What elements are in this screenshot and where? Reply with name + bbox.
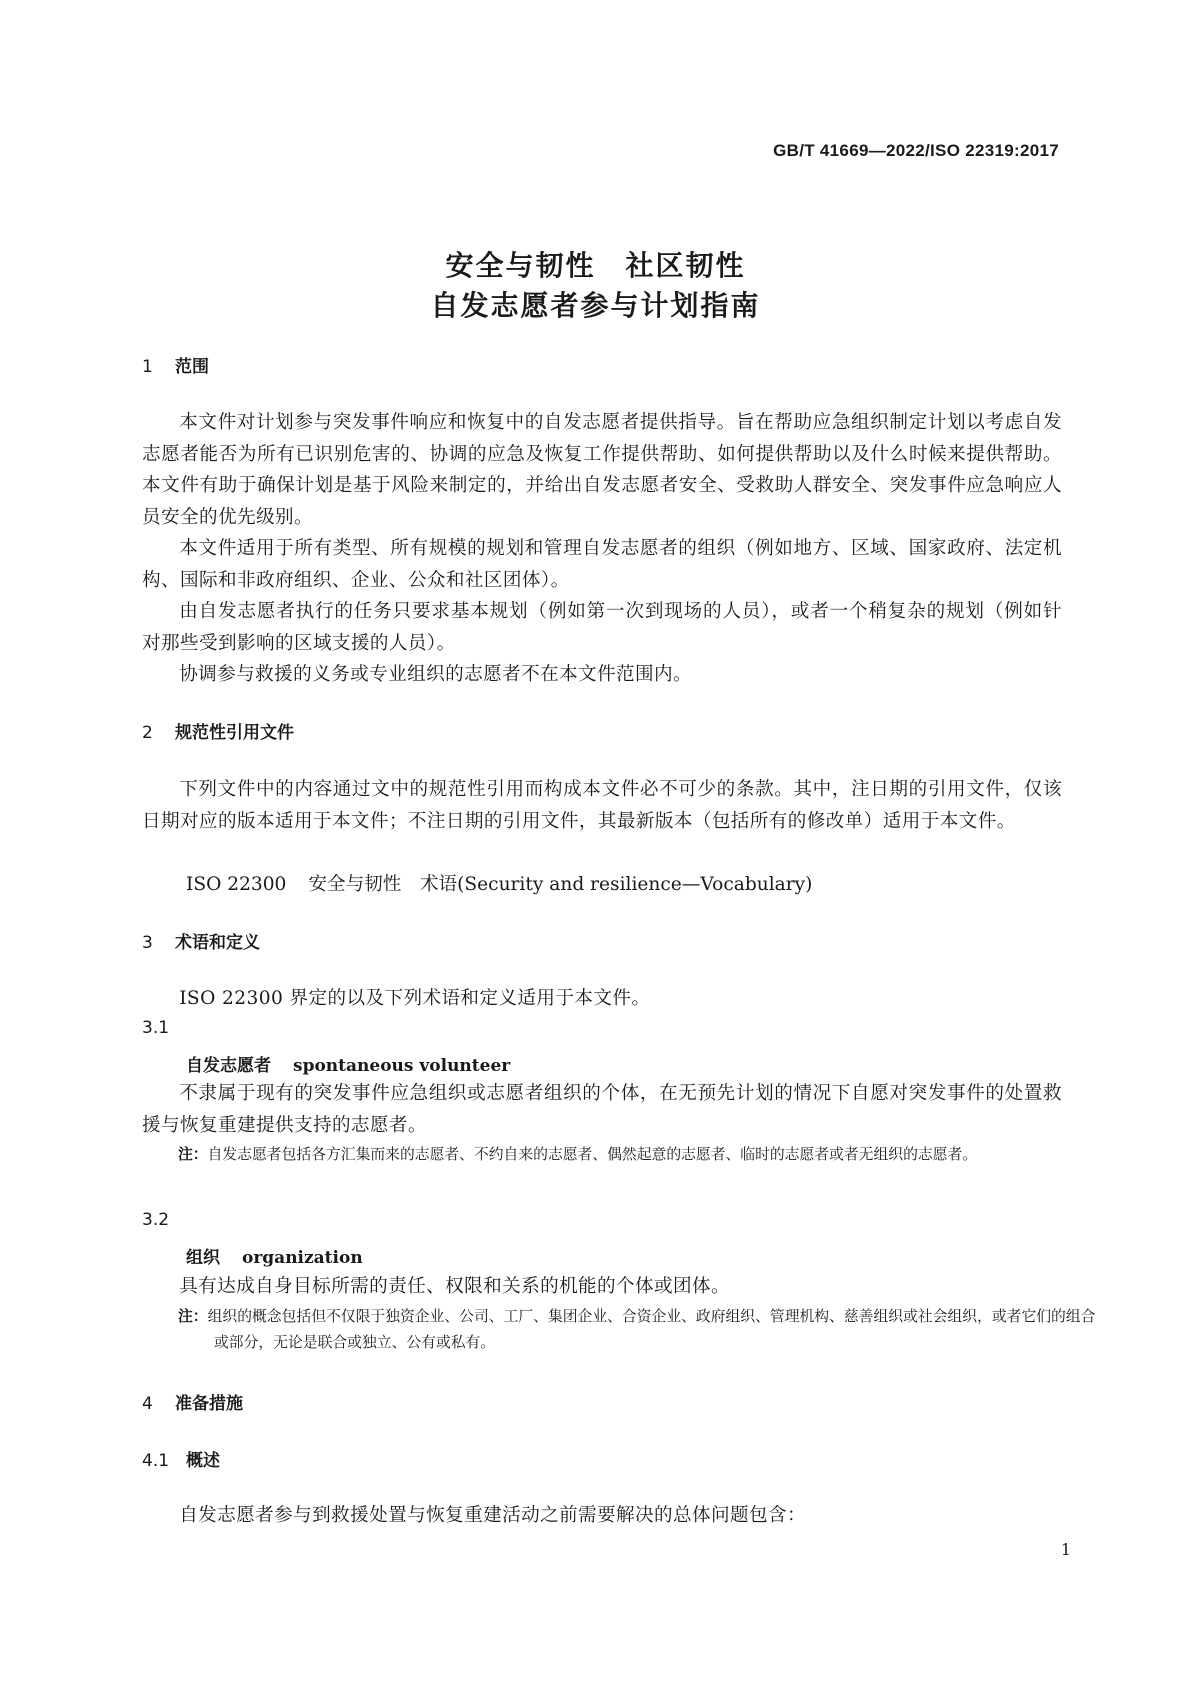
overview-paragraph: 自发志愿者参与到救援处置与恢复重建活动之前需要解决的总体问题包含：	[179, 1505, 806, 1526]
term-note	[178, 1142, 1099, 1168]
reference-entry	[186, 869, 834, 901]
scope-paragraph-1: 本文件对计划参与突发事件响应和恢复中的自发志愿者提供指导。旨在帮助应急组织制定计划以考虑自发志愿者能否为所有已识别危害的、协调的应急及恢复工作提供帮助、如何提供帮助以及什么时候来提供帮助。本文件有助于确保计划是基于风险来制定的，并给出自发志愿者安全、受救助人群安全、突发事件应急响应人员安全的优先级别。	[142, 412, 1062, 528]
section-number: 2	[142, 723, 153, 743]
section-title: 准备措施	[175, 1394, 243, 1414]
term-name-en: spontaneous volunteer	[293, 1056, 511, 1076]
note-label: 注：	[178, 1308, 208, 1325]
subsection-4-1-heading	[142, 1446, 220, 1471]
subsection-number: 4.1	[142, 1451, 170, 1471]
section-3-heading	[142, 928, 260, 953]
section-title: 规范性引用文件	[175, 723, 294, 743]
reference-cn-title: 安全与韧性 术语	[308, 874, 458, 895]
note-label: 注：	[178, 1146, 208, 1163]
section-4-heading	[142, 1389, 243, 1414]
section-title: 范围	[175, 357, 209, 377]
section-2-heading	[142, 718, 294, 743]
scope-paragraph-3: 由自发志愿者执行的任务只要求基本规划（例如第一次到现场的人员），或者一个稍复杂的规划（例如针对那些受到影响的区域支援的人员）。	[142, 601, 1062, 654]
scope-paragraph-4: 协调参与救援的义务或专业组织的志愿者不在本文件范围内。	[179, 664, 693, 685]
section-number: 3	[142, 933, 153, 953]
term-number: 3.1	[142, 1018, 170, 1038]
term-number: 3.2	[142, 1210, 170, 1230]
term-name	[186, 1243, 363, 1268]
section-number: 4	[142, 1394, 153, 1414]
note-text: 自发志愿者包括各方汇集而来的志愿者、不约自来的志愿者、偶然起意的志愿者、临时的志愿者或者无组织的志愿者。	[207, 1146, 978, 1163]
section-title: 术语和定义	[175, 933, 260, 953]
terms-intro: ISO 22300 界定的以及下列术语和定义适用于本文件。	[179, 988, 651, 1009]
reference-en-title: (Security and resilience—Vocabulary)	[457, 874, 813, 895]
document-title-line2: 自发志愿者参与计划指南	[430, 289, 761, 322]
section-number: 1	[142, 357, 153, 377]
section-1-heading	[142, 352, 209, 377]
note-text: 组织的概念包括但不仅限于独资企业、公司、工厂、集团企业、合资企业、政府组织、管理机构、慈善组织或社会组织，或者它们的组合或部分，无论是联合或独立、公有或私有。	[207, 1308, 1096, 1351]
term-name-cn: 自发志愿者	[186, 1056, 271, 1076]
term-name-cn: 组织	[186, 1248, 220, 1268]
standard-number: GB/T 41669—2022/ISO 22319:2017	[773, 141, 1059, 160]
subsection-title: 概述	[186, 1451, 220, 1471]
term-name-en: organization	[242, 1248, 363, 1268]
term-note	[178, 1304, 1099, 1356]
reference-code: ISO 22300	[186, 874, 287, 895]
term-definition: 不隶属于现有的突发事件应急组织或志愿者组织的个体，在无预先计划的情况下自愿对突发事件的处置救援与恢复重建提供支持的志愿者。	[142, 1083, 1062, 1136]
document-title-line1: 安全与韧性 社区韧性	[445, 249, 746, 282]
page-number: 1	[1060, 1540, 1071, 1559]
scope-paragraph-2: 本文件适用于所有类型、所有规模的规划和管理自发志愿者的组织（例如地方、区域、国家政府、法定机构、国际和非政府组织、企业、公众和社区团体）。	[142, 538, 1062, 591]
term-name	[186, 1051, 510, 1076]
normative-references-paragraph: 下列文件中的内容通过文中的规范性引用而构成本文件必不可少的条款。其中，注日期的引用文件，仅该日期对应的版本适用于本文件；不注日期的引用文件，其最新版本（包括所有的修改单）适用于本文件。	[142, 779, 1062, 832]
term-definition: 具有达成自身目标所需的责任、权限和关系的机能的个体或团体。	[179, 1276, 731, 1297]
